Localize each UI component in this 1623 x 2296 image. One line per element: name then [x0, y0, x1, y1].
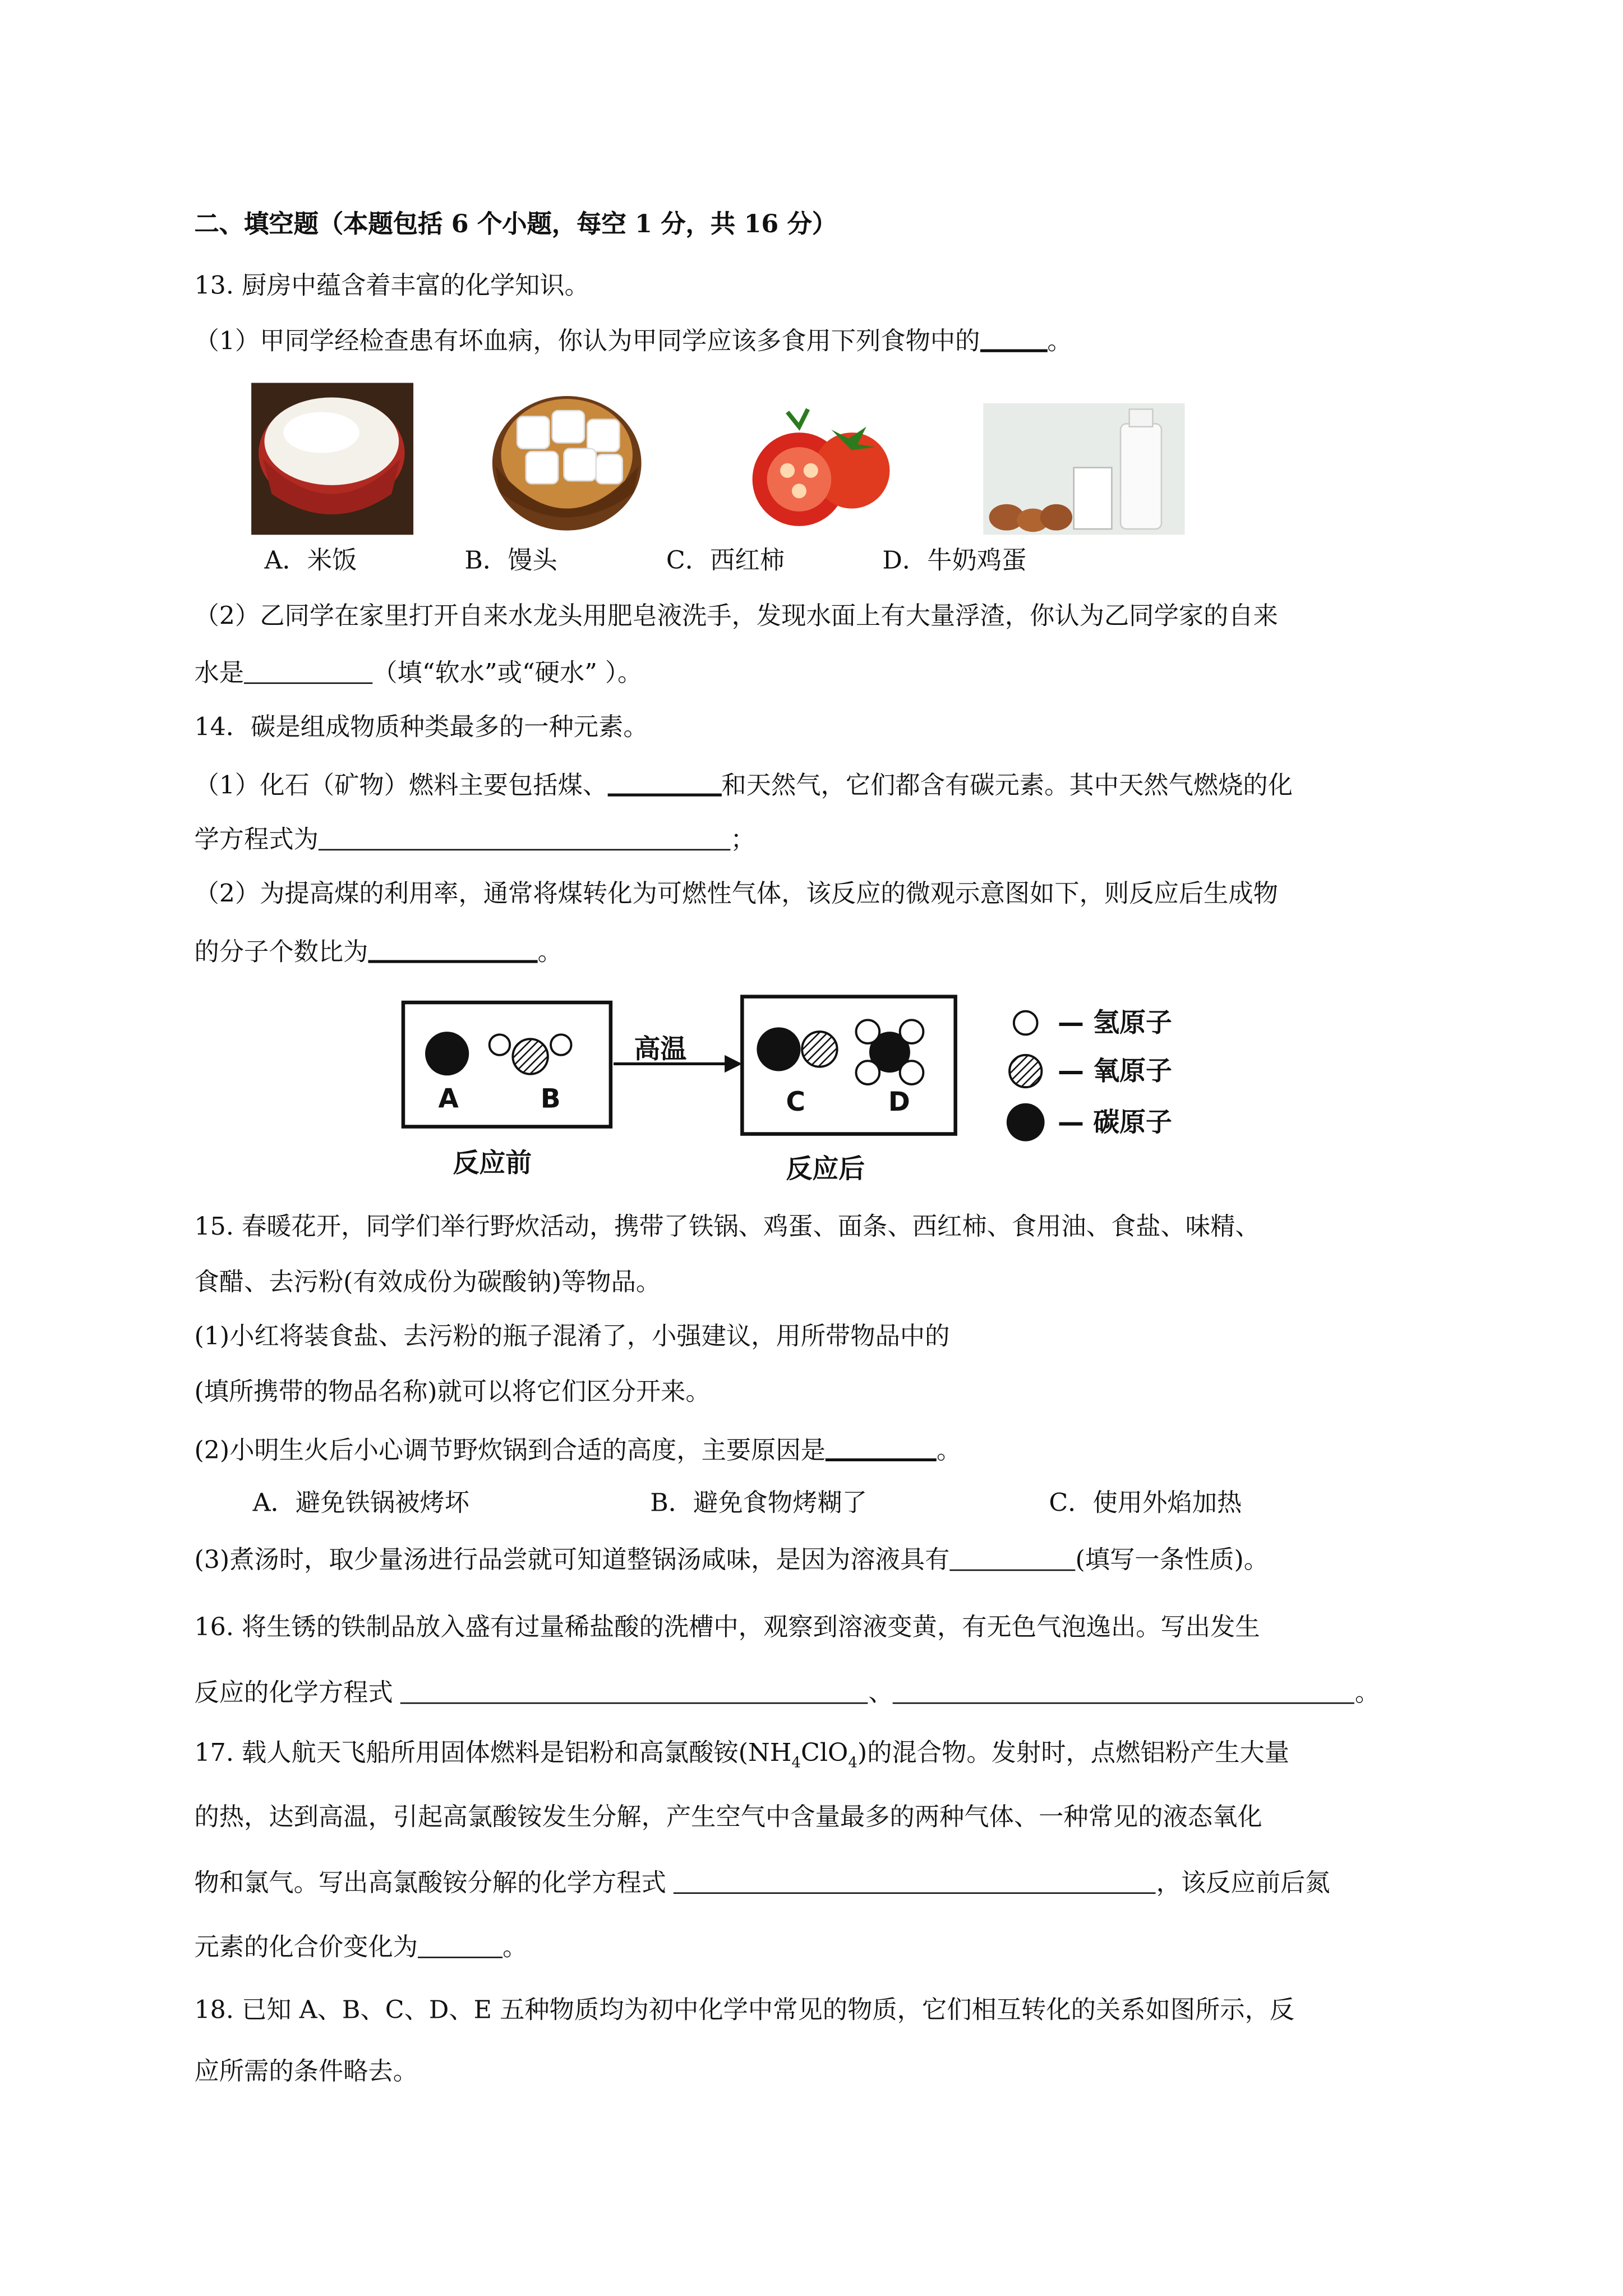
hydrogen-atom-d2 [900, 1020, 924, 1043]
hydrogen-atom-d3 [856, 1061, 880, 1084]
q18-line2: 应所需的条件略去。 [194, 2057, 418, 2087]
q14-part2-line2: 的分子个数比为 。 [194, 938, 562, 968]
hydrogen-atom-b2 [551, 1034, 571, 1055]
q17-line4: 元素的化合价变化为 。 [194, 1933, 528, 1963]
q13-part2-line1: （2）乙同学在家里打开自来水龙头用肥皂液洗手，发现水面上有大量浮渣，你认为乙同学家的自来 [194, 602, 1278, 632]
q14-part1-line2: 学方程式为 ； [194, 825, 755, 855]
hydrogen-atom-d1 [856, 1020, 880, 1043]
q14-blank-3 [368, 938, 537, 963]
reaction-diagram [398, 991, 1230, 1184]
q13-option-d: D．牛奶鸡蛋 [882, 546, 1027, 576]
label-b: B [540, 1083, 561, 1115]
q17-line3: 物和氯气。写出高氯酸铵分解的化学方程式 ，该反应前后氮 [194, 1869, 1330, 1898]
after-caption: 反应后 [786, 1153, 865, 1184]
q16-blank-2 [893, 1681, 1355, 1704]
q17-line2: 的热，达到高温，引起高氯酸铵发生分解，产生空气中含量最多的两种气体、一种常见的液态氧化 [194, 1803, 1262, 1833]
q15-option-b: B．避免食物烤糊了 [650, 1489, 868, 1519]
tomatoes-image [744, 398, 896, 532]
reaction-condition: 高温 [634, 1034, 687, 1065]
q17-line1: 17. 载人航天飞船所用固体燃料是铝粉和高氯酸铵$(NH_4ClO_4)$的混合物。发射时，点燃铝粉产生大量 [194, 1738, 1290, 1772]
milk-eggs-image [983, 403, 1184, 535]
legend-hydrogen: — 氢原子 [1058, 1007, 1172, 1039]
label-d: D [888, 1086, 910, 1117]
legend-hydrogen-icon [1014, 1011, 1038, 1035]
before-caption: 反应前 [453, 1148, 532, 1179]
q14-part1-line1: （1）化石（矿物）燃料主要包括煤、 和天然气，它们都含有碳元素。其中天然气燃烧的化 [194, 771, 1293, 801]
q17-blank-2 [418, 1935, 502, 1958]
carbon-atom-a [425, 1032, 469, 1075]
q15-part2: (2)小明生火后小心调节野炊锅到合适的高度，主要原因是 。 [194, 1436, 962, 1466]
q15-blank-2 [826, 1437, 937, 1461]
legend-carbon-icon [1007, 1103, 1045, 1142]
oxygen-atom-c [802, 1032, 837, 1067]
carbon-atom-c [757, 1027, 800, 1071]
q13-stem: 13. 厨房中蕴含着丰富的化学知识。 [194, 272, 589, 301]
q15-blank-3 [949, 1548, 1075, 1571]
arrow-head [725, 1055, 742, 1073]
legend-carbon: — 碳原子 [1058, 1107, 1172, 1138]
hydrogen-atom-d4 [900, 1061, 924, 1084]
q15-stem-line1: 15. 春暖花开，同学们举行野炊活动，携带了铁锅、鸡蛋、面条、西红柿、食用油、食盐、味精、 [194, 1213, 1260, 1243]
q13-part2-line2: 水是 （填“软水”或“硬水” ）。 [194, 659, 643, 688]
q13-blank-1 [980, 328, 1048, 352]
q13-option-a: A．米饭 [264, 546, 357, 576]
legend-oxygen-icon [1009, 1055, 1041, 1087]
label-a: A [438, 1083, 459, 1115]
q13-part1: （1）甲同学经检查患有坏血病，你认为甲同学应该多食用下列食物中的 。 [194, 327, 1072, 357]
q13-option-c: C．西红柿 [666, 546, 785, 576]
q16-blank-1 [401, 1681, 869, 1704]
q14-part2-line1: （2）为提高煤的利用率，通常将煤转化为可燃性气体，该反应的微观示意图如下，则反应后生成物 [194, 880, 1278, 909]
legend-oxygen: — 氧原子 [1058, 1056, 1172, 1087]
q15-part1-line2: (填所携带的物品名称)就可以将它们区分开来。 [194, 1378, 711, 1407]
q14-blank-1 [607, 771, 721, 796]
q15-stem-line2: 食醋、去污粉(有效成份为碳酸钠)等物品。 [194, 1268, 661, 1298]
q14-stem: 14．碳是组成物质种类最多的一种元素。 [194, 713, 648, 743]
q13-blank-2 [244, 660, 372, 684]
label-c: C [786, 1086, 805, 1117]
q18-line1: 18. 已知 A、B、C、D、E 五种物质均为初中化学中常见的物质，它们相互转化的关系如图所示，反 [194, 1996, 1295, 2026]
q15-option-c: C．使用外焰加热 [1049, 1489, 1242, 1519]
hydrogen-atom-b1 [490, 1034, 510, 1055]
q17-blank-1 [674, 1870, 1156, 1894]
q16-line1: 16. 将生锈的铁制品放入盛有过量稀盐酸的洗槽中，观察到溶液变黄，有无色气泡逸出。写出发生 [194, 1613, 1260, 1643]
oxygen-atom-b [513, 1039, 548, 1074]
q14-blank-2 [319, 827, 731, 850]
q13-option-b: B．馒头 [464, 546, 557, 576]
q15-part3: (3)煮汤时，取少量汤进行品尝就可知道整锅汤咸味，是因为溶液具有 (填写一条性质)。 [194, 1546, 1269, 1576]
steamed-buns-image [491, 390, 644, 533]
rice-image [251, 383, 413, 535]
q15-option-a: A．避免铁锅被烤坏 [252, 1489, 469, 1519]
q16-line2: 反应的化学方程式 、 。 [194, 1679, 1380, 1709]
section-title: 二、填空题（本题包括 6 个小题，每空 1 分，共 16 分） [194, 210, 837, 240]
q15-part1-line1: (1)小红将装食盐、去污粉的瓶子混淆了，小强建议，用所带物品中的 [194, 1322, 950, 1352]
